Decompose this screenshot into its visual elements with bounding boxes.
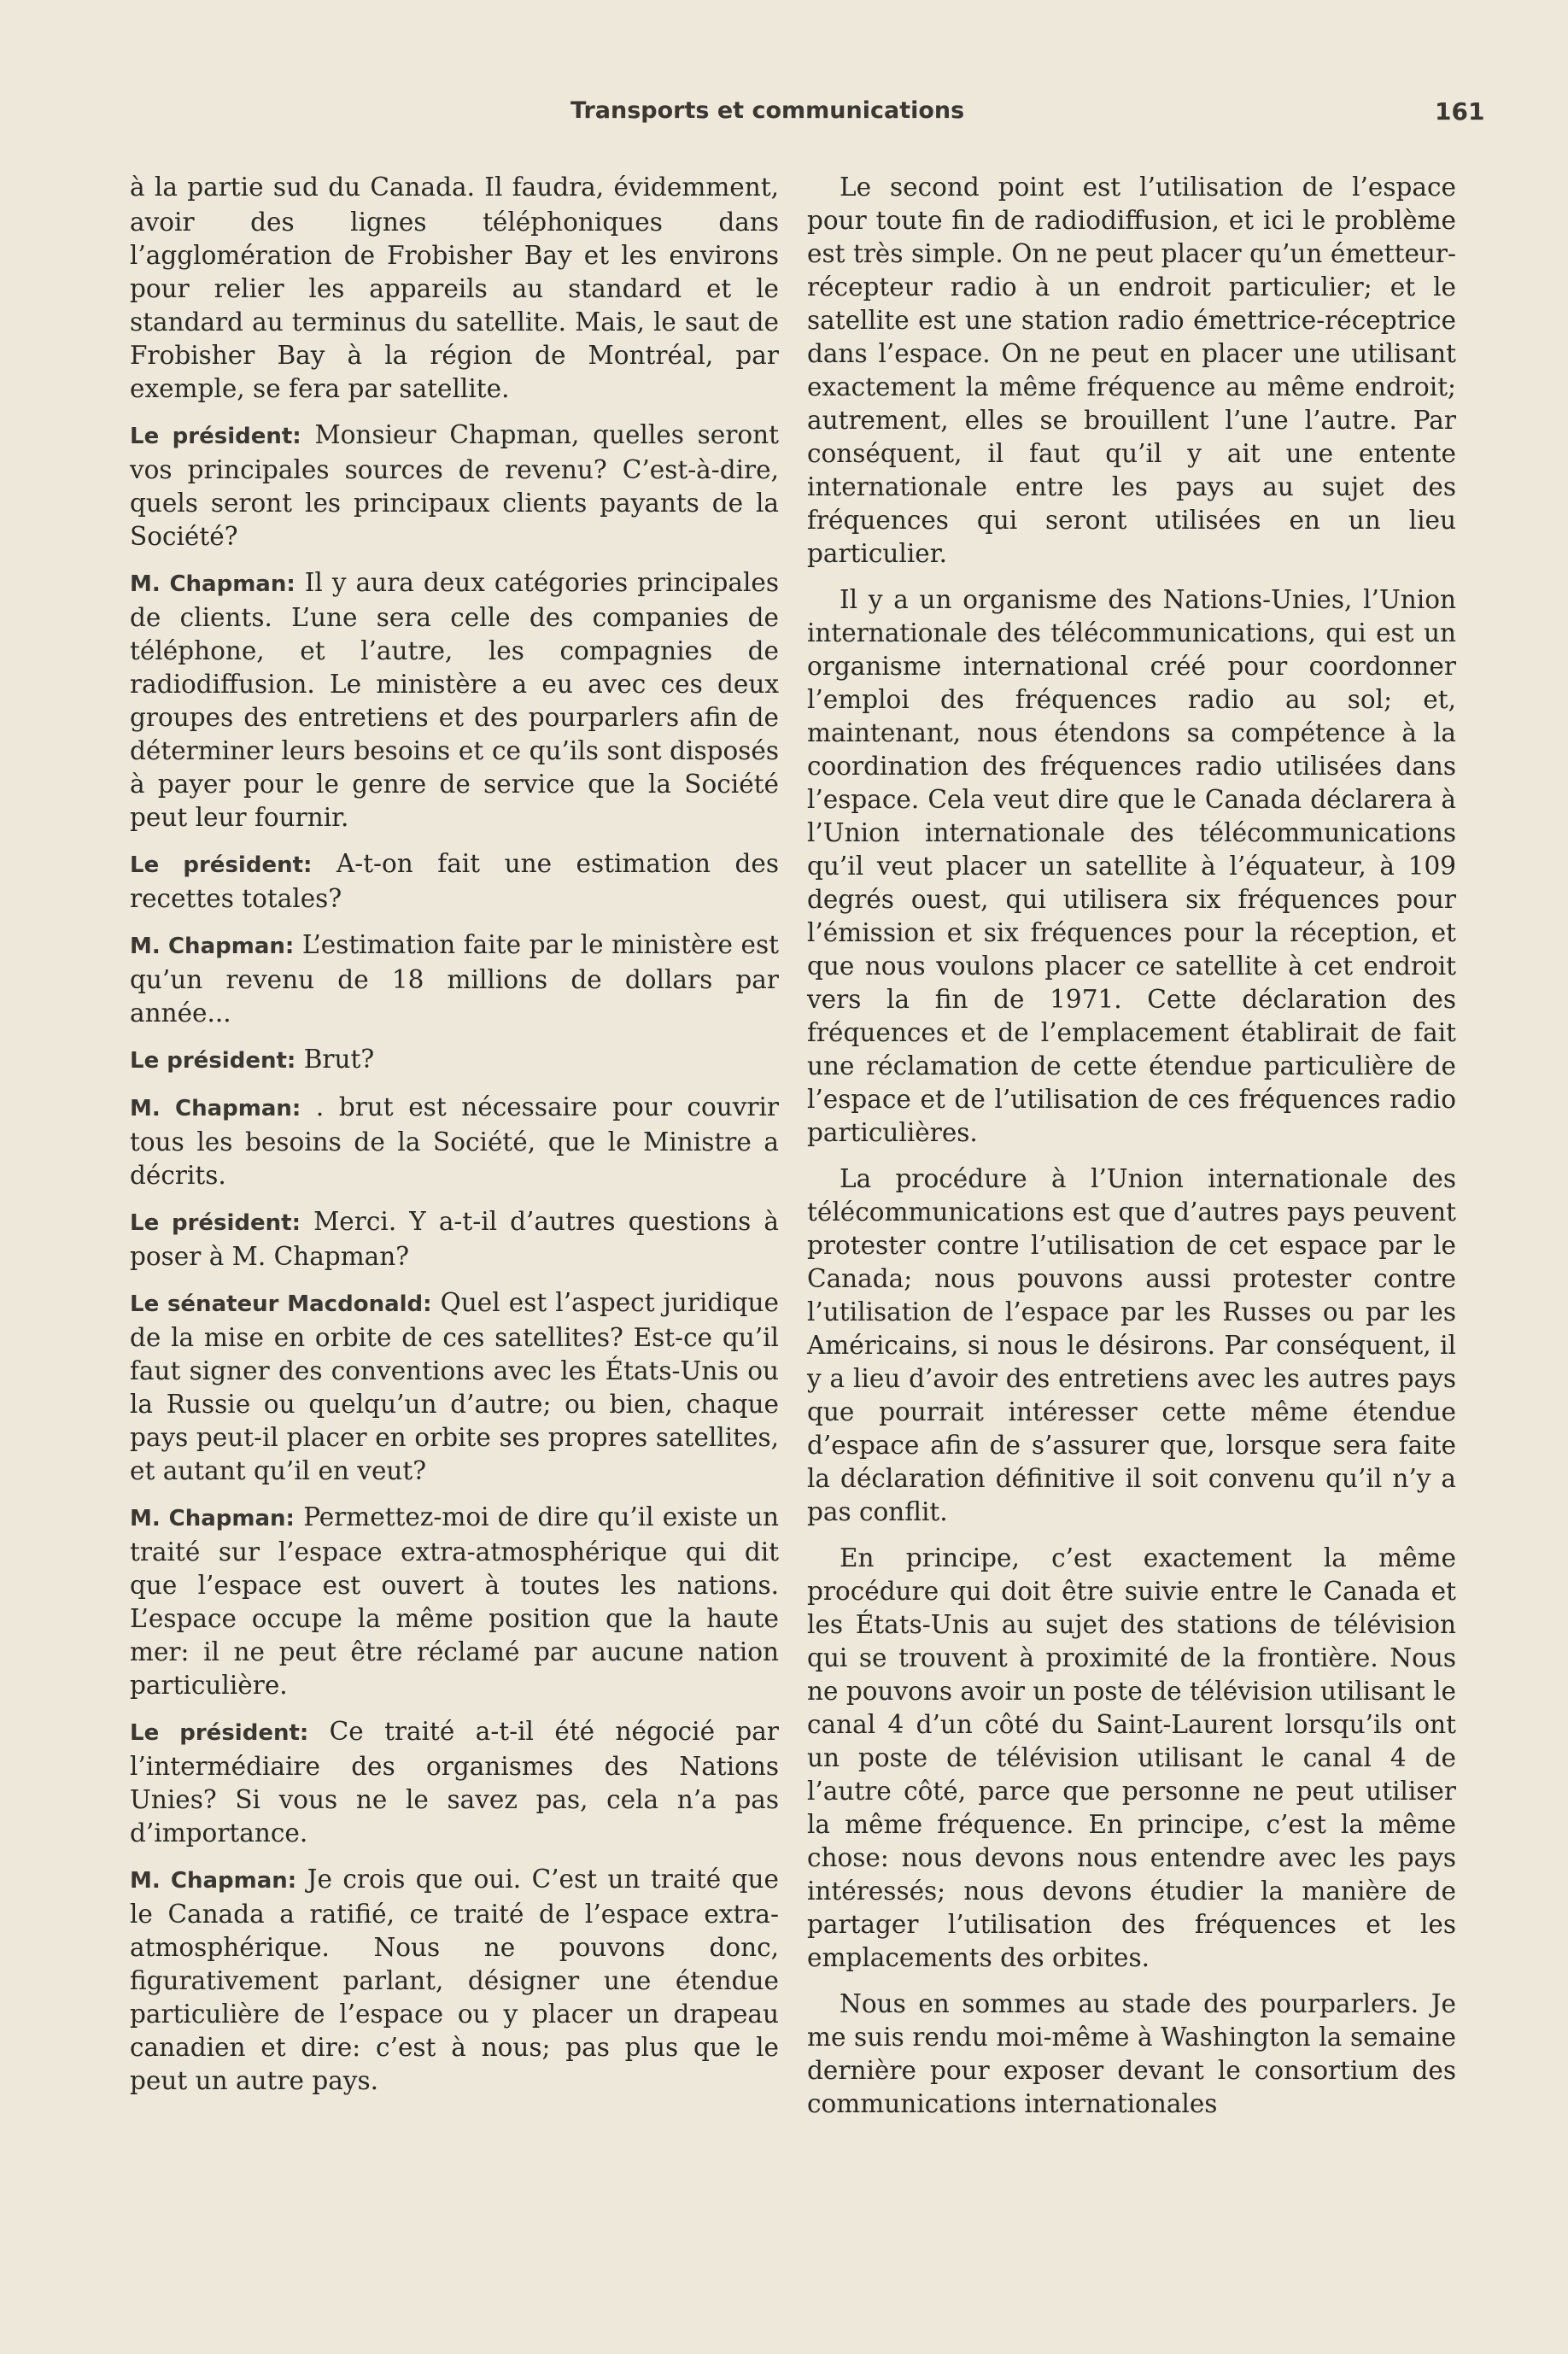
paragraph <box>130 1501 779 1702</box>
left-column <box>130 171 779 2111</box>
speaker-label: Le président: <box>130 852 313 878</box>
paragraph-text: Je crois que oui. C’est un traité que le Canada a ratifié, ce traité de l’espace extra-atmosphérique. Nous ne pouvons donc, figurativement parlant, désigner une étendue particulière de l’espace ou y placer un drapeau canadien et dire: c’est à nous; pas plus que le peut un autre pays. <box>130 1865 780 2095</box>
paragraph-text: Quel est l’aspect juridique de la mise en orbite de ces satellites? Est-ce qu’il faut signer des conventions avec les États-Unis ou la Russie ou quelqu’un d’autre; ou bien, chaque pays peut-il placer en orbite ses propres satellites, et autant qu’il en veut? <box>130 1288 779 1485</box>
paragraph-text: Le second point est l’utilisation de l’espace pour toute fin de radiodiffusion, et ici le problème est très simple. On ne peut placer qu’un émetteur-récepteur radio à un endroit particulier; et le satellite est une station radio émettrice-réceptrice dans l’espace. On ne peut en placer une utilisant exactement la même fréquence au même endroit; autrement, elles se brouillent l’une l’autre. Par conséquent, il faut qu’il y ait une entente internationale entre les pays au sujet des fréquences qui seront utilisées en un lieu particulier. <box>807 173 1456 568</box>
paragraph-text: . brut est nécessaire pour couvrir tous les besoins de la Société, que le Ministre a décrits. <box>130 1092 780 1190</box>
speaker-label: Le président: <box>130 1210 301 1236</box>
paragraph <box>130 419 779 553</box>
paragraph-text: L’estimation faite par le ministère est qu’un revenu de 18 millions de dollars par année... <box>130 930 779 1028</box>
paragraph <box>130 566 779 834</box>
speaker-label: M. Chapman: <box>130 934 295 959</box>
paragraph-text: A-t-on fait une estimation des recettes totales? <box>130 849 779 913</box>
running-section-title: Transports et communications <box>570 97 965 124</box>
speaker-label: Le président: <box>130 424 301 449</box>
paragraph-text: Merci. Y a-t-il d’autres questions à poser à M. Chapman? <box>130 1207 779 1271</box>
paragraph <box>807 1542 1456 1975</box>
paragraph-text: Nous en sommes au stade des pourparlers. Je me suis rendu moi-même à Washington la semaine dernière pour exposer devant le consortium des communications internationales <box>807 1989 1456 2118</box>
paragraph-text: Ce traité a-t-il été négocié par l’intermédiaire des organismes des Nations Unies? Si vous ne le savez pas, cela n’a pas d’importance. <box>130 1717 779 1847</box>
paragraph-text: Permettez-moi de dire qu’il existe un traité sur l’espace extra-atmosphérique qui dit que l’espace est ouvert à toutes les nations. L’espace occupe la même position que la haute mer: il ne peut être réclamé par aucune nation particulière. <box>130 1502 780 1700</box>
paragraph <box>130 1091 779 1192</box>
speaker-label: Le président: <box>130 1048 296 1074</box>
paragraph-text: à la partie sud du Canada. Il faudra, évidemment, avoir des lignes téléphoniques dans l’agglomération de Frobisher Bay et les environs pour relier les appareils au standard et le standard au terminus du satellite. Mais, le saut de Frobisher Bay à la région de Montréal, par exemple, se fera par satellite. <box>130 173 779 403</box>
paragraph <box>130 1286 779 1488</box>
paragraph-text: Il y a un organisme des Nations-Unies, l’Union internationale des télécommunications, qui est un organisme international créé pour coordonner l’emploi des fréquences radio au sol; et, maintenant, nous étendons sa compétence à la coordination des fréquences radio utilisées dans l’espace. Cela veut dire que le Canada déclarera à l’Union internationale des télécommunications qu’il veut placer un satellite à l’équateur, à 109 degrés ouest, qui utilisera six fréquences pour l’émission et six fréquences pour la réception, et que nous voulons placer ce satellite à cet endroit vers la fin de 1971. Cette déclaration des fréquences et de l’emplacement établirait de fait une réclamation de cette étendue particulière de l’espace et de l’utilisation de ces fréquences radio particulières. <box>807 585 1456 1147</box>
right-column <box>807 171 1456 2134</box>
page-number: 161 <box>1435 97 1485 126</box>
paragraph <box>130 1205 779 1274</box>
speaker-label: M. Chapman: <box>130 1868 297 1894</box>
speaker-label: Le sénateur Macdonald: <box>130 1291 432 1317</box>
paragraph <box>130 928 779 1030</box>
paragraph <box>130 1863 779 2098</box>
paragraph <box>807 1988 1456 2121</box>
paragraph-text: En principe, c’est exactement la même procédure qui doit être suivie entre le Canada et les États-Unis au sujet des stations de télévision qui se trouvent à proximité de la frontière. Nous ne pouvons avoir un poste de télévision utilisant le canal 4 d’un côté du Saint-Laurent lorsqu’ils ont un poste de télévision utilisant le canal 4 de l’autre côté, parce que personne ne peut utiliser la même fréquence. En principe, c’est la même chose: nous devons nous entendre avec les pays intéressés; nous devons étudier la manière de partager l’utilisation des fréquences et les emplacements des orbites. <box>807 1543 1456 1972</box>
paragraph <box>130 1715 779 1850</box>
speaker-label: Le président: <box>130 1720 309 1746</box>
paragraph <box>130 171 779 406</box>
paragraph <box>130 847 779 916</box>
page-header <box>0 97 1568 135</box>
speaker-label: M. Chapman: <box>130 1096 301 1121</box>
paragraph-text: Monsieur Chapman, quelles seront vos principales sources de revenu? C’est-à-dire, quels seront les principaux clients payants de la Société? <box>130 420 779 551</box>
paragraph <box>807 171 1456 571</box>
paragraph <box>807 583 1456 1150</box>
paragraph-text: La procédure à l’Union internationale des télécommunications est que d’autres pays peuvent protester contre l’utilisation de cet espace par le Canada; nous pouvons aussi protester contre l’utilisation de l’espace par les Russes ou par les Américains, si nous le désirons. Par conséquent, il y a lieu d’avoir des entretiens avec les autres pays que pourrait intéresser cette même étendue d’espace afin de s’assurer que, lorsque sera faite la déclaration définitive il soit convenu qu’il n’y a pas conflit. <box>807 1164 1456 1526</box>
paragraph-text: Brut? <box>303 1045 375 1074</box>
paragraph <box>130 1043 779 1078</box>
speaker-label: M. Chapman: <box>130 571 295 597</box>
speaker-label: M. Chapman: <box>130 1506 295 1531</box>
paragraph-text: Il y aura deux catégories principales de clients. L’une sera celle des companies de téléphone, et l’autre, les compagnies de radiodiffusion. Le ministère a eu avec ces deux groupes des entretiens et des pourparlers afin de déterminer leurs besoins et ce qu’ils sont disposés à payer pour le genre de service que la Société peut leur fournir. <box>130 568 779 832</box>
paragraph <box>807 1162 1456 1529</box>
